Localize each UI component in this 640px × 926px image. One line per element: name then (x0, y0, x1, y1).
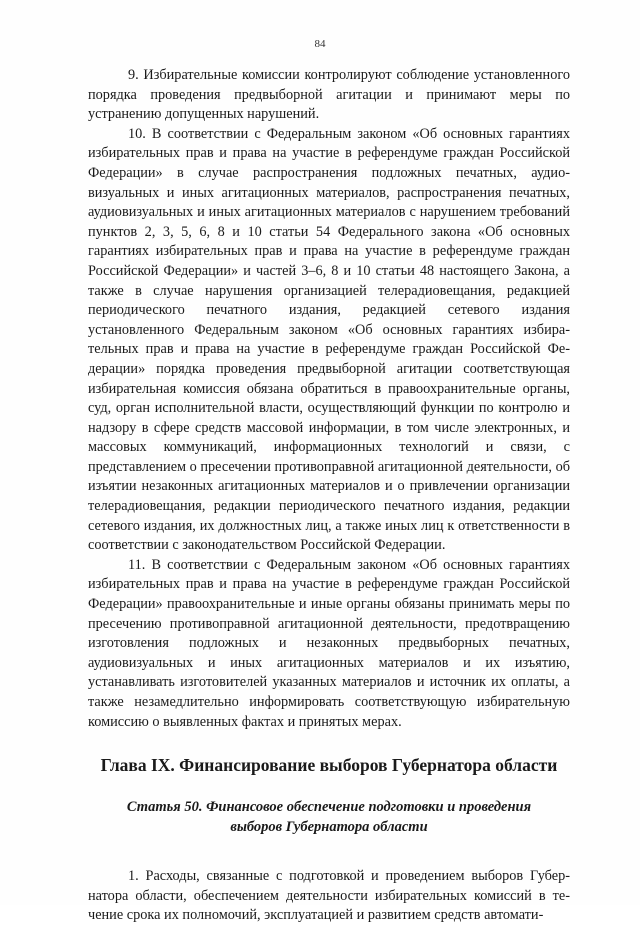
paragraph-10: 10. В соответствии с Федеральным законом «Об основных гарантиях избирательных прав и права на участие в референдуме граждан Российской Федерации» в случае распространения подложных печатных, аудиовизуальных и иных агитационных материалов, распространения печатных, аудиовизуальных и иных агитационных материалов с нарушением требований пунктов 2, 3, 5, 6, 8 и 10 статьи 54 Федерального закона «Об основных гарантиях избирательных прав и права на участие в референдуме граждан Российской Федерации» и частей 3–6, 8 и 10 статьи 48 настоящего Закона, а также в случае нарушения организацией телерадиовещания, редакцией периодического печатного издания, редакцией сетевого издания установленного Федеральным законом «Об основных гарантиях избирательных прав и права на участие в референдуме граждан Российской Федерации» порядка проведения предвыборной агитации соответствующая избирательная комиссия обязана обратиться в правоохранительные органы, суд, орган исполнительной власти, осуществляющий функции по контролю и надзору в сфере средств массовой информации, в том числе электронных, и массовых коммуникаций, информационных технологий и связи, с представлением о пресечении противоправной агитационной деятельности, об изъятии незаконных агитационных материалов и о привлечении организации телерадиовещания, редакции периодического печатного издания, редакции сетевого издания, их должностных лиц, а также иных лиц к ответственности в соответствии с законодательством Российской Федерации. (88, 125, 571, 554)
article-heading-line-2: выборов Губернатора области (230, 818, 428, 835)
paragraph-11: 11. В соответствии с Федеральным законом «Об основных гарантиях избирательных прав и права на участие в референдуме граждан Российской Федерации» правоохранительные и иные органы обязаны принимать меры по пресечению противоправной агитационной деятельности, предотвращению изготовления подложных и незаконных предвыборных печатных, аудиовизуальных и иных агитационных материалов и их изъятию, устанавливать изготовителей указанных материалов и источник их оплаты, а также незамедлительно информировать соответствующую избирательную комиссию о выявленных фактах и принятых мерах. (88, 556, 570, 730)
article-heading-line-1: Статья 50. Финансовое обеспечение подготовки и проведения (126, 799, 532, 816)
chapter-heading: Глава IX. Финансирование выборов Губернатора области (100, 755, 558, 776)
page-number: 84 (314, 38, 326, 50)
paragraph-9: 9. Избирательные комиссии контролируют соблюдение установленного порядка проведения предвыборной агитации и принимают меры по устранению допущенных нарушений. (88, 67, 570, 123)
paragraph-1: 1. Расходы, связанные с подготовкой и проведением выборов Губернатора области, обеспечением деятельности избирательных комиссий в течение срока их полномочий, эксплуатацией и развитием средств автомати- (88, 868, 570, 924)
page-content (88, 66, 570, 926)
article-heading (88, 798, 570, 837)
